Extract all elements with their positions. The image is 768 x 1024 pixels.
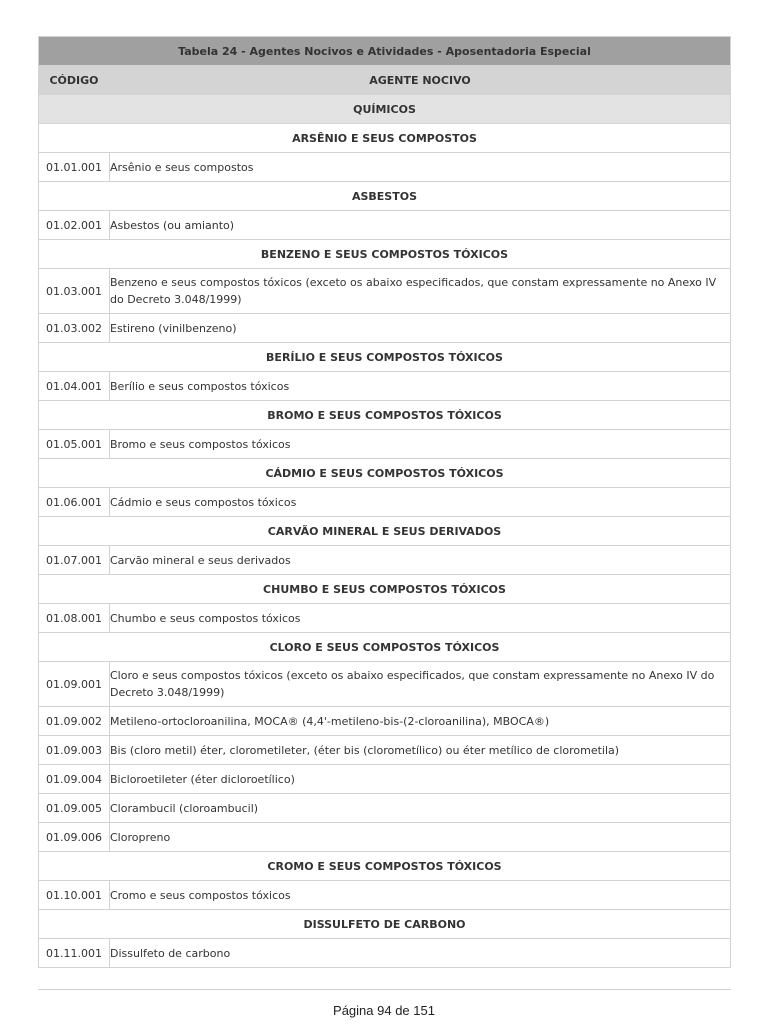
group-header-row — [39, 633, 731, 662]
group-header: CÁDMIO E SEUS COMPOSTOS TÓXICOS — [39, 459, 731, 488]
agent-code: 01.11.001 — [39, 939, 110, 968]
agent-description: Cloro e seus compostos tóxicos (exceto os abaixo especificados, que constam expressamente no Anexo IV do Decreto 3.048/1999) — [110, 662, 731, 707]
table-row — [39, 939, 731, 968]
agent-description: Chumbo e seus compostos tóxicos — [110, 604, 731, 633]
table-row — [39, 488, 731, 517]
agent-description: Berílio e seus compostos tóxicos — [110, 372, 731, 401]
agent-code: 01.03.002 — [39, 314, 110, 343]
group-header-row — [39, 182, 731, 211]
group-header: CLORO E SEUS COMPOSTOS TÓXICOS — [39, 633, 731, 662]
group-header-row — [39, 240, 731, 269]
column-header-agent: AGENTE NOCIVO — [110, 66, 731, 95]
agent-code: 01.04.001 — [39, 372, 110, 401]
group-header: CROMO E SEUS COMPOSTOS TÓXICOS — [39, 852, 731, 881]
agents-table — [38, 36, 731, 968]
column-header-code: CÓDIGO — [39, 66, 110, 95]
agent-description: Cloropreno — [110, 823, 731, 852]
group-header-row — [39, 343, 731, 372]
table-row — [39, 604, 731, 633]
group-header: CHUMBO E SEUS COMPOSTOS TÓXICOS — [39, 575, 731, 604]
category-label: QUÍMICOS — [39, 95, 731, 124]
group-header: BROMO E SEUS COMPOSTOS TÓXICOS — [39, 401, 731, 430]
agent-description: Clorambucil (cloroambucil) — [110, 794, 731, 823]
table-row — [39, 372, 731, 401]
agent-description: Bromo e seus compostos tóxicos — [110, 430, 731, 459]
agent-code: 01.09.005 — [39, 794, 110, 823]
agent-description: Metileno-ortocloroanilina, MOCA® (4,4'-metileno-bis-(2-cloroanilina), MBOCA®) — [110, 707, 731, 736]
agent-code: 01.09.003 — [39, 736, 110, 765]
table-row — [39, 269, 731, 314]
agent-description: Dissulfeto de carbono — [110, 939, 731, 968]
table-row — [39, 823, 731, 852]
agent-code: 01.10.001 — [39, 881, 110, 910]
table-row — [39, 707, 731, 736]
group-header-row — [39, 575, 731, 604]
table-header-row — [39, 66, 731, 95]
table-title: Tabela 24 - Agentes Nocivos e Atividades - Aposentadoria Especial — [39, 37, 731, 66]
agent-description: Asbestos (ou amianto) — [110, 211, 731, 240]
table-row — [39, 430, 731, 459]
agent-code: 01.06.001 — [39, 488, 110, 517]
footer-divider — [38, 989, 731, 990]
group-header: ASBESTOS — [39, 182, 731, 211]
group-header-row — [39, 852, 731, 881]
table-row — [39, 662, 731, 707]
table-row — [39, 736, 731, 765]
group-header-row — [39, 124, 731, 153]
group-header-row — [39, 517, 731, 546]
table-row — [39, 881, 731, 910]
agent-code: 01.09.001 — [39, 662, 110, 707]
agent-code: 01.09.006 — [39, 823, 110, 852]
table-row — [39, 765, 731, 794]
table-row — [39, 211, 731, 240]
agent-code: 01.07.001 — [39, 546, 110, 575]
table-title-row — [39, 37, 731, 66]
page-number: Página 94 de 151 — [333, 1003, 435, 1018]
group-header: CARVÃO MINERAL E SEUS DERIVADOS — [39, 517, 731, 546]
table-row — [39, 314, 731, 343]
agent-description: Bicloroetileter (éter dicloroetílico) — [110, 765, 731, 794]
agent-description: Carvão mineral e seus derivados — [110, 546, 731, 575]
agent-code: 01.05.001 — [39, 430, 110, 459]
agent-description: Cromo e seus compostos tóxicos — [110, 881, 731, 910]
group-header: BERÍLIO E SEUS COMPOSTOS TÓXICOS — [39, 343, 731, 372]
category-row — [39, 95, 731, 124]
agent-description: Benzeno e seus compostos tóxicos (exceto os abaixo especificados, que constam expressamente no Anexo IV do Decreto 3.048/1999) — [110, 269, 731, 314]
agent-code: 01.08.001 — [39, 604, 110, 633]
group-header-row — [39, 401, 731, 430]
agent-description: Estireno (vinilbenzeno) — [110, 314, 731, 343]
group-header: BENZENO E SEUS COMPOSTOS TÓXICOS — [39, 240, 731, 269]
group-header-row — [39, 459, 731, 488]
group-header-row — [39, 910, 731, 939]
agent-code: 01.03.001 — [39, 269, 110, 314]
agent-code: 01.09.004 — [39, 765, 110, 794]
agent-code: 01.01.001 — [39, 153, 110, 182]
agent-code: 01.09.002 — [39, 707, 110, 736]
agent-description: Arsênio e seus compostos — [110, 153, 731, 182]
agent-description: Bis (cloro metil) éter, clorometileter, (éter bis (clorometílico) ou éter metílico de clorometila) — [110, 736, 731, 765]
table-row — [39, 794, 731, 823]
table-row — [39, 546, 731, 575]
group-header: ARSÊNIO E SEUS COMPOSTOS — [39, 124, 731, 153]
group-header: DISSULFETO DE CARBONO — [39, 910, 731, 939]
agent-description: Cádmio e seus compostos tóxicos — [110, 488, 731, 517]
table-row — [39, 153, 731, 182]
agent-code: 01.02.001 — [39, 211, 110, 240]
